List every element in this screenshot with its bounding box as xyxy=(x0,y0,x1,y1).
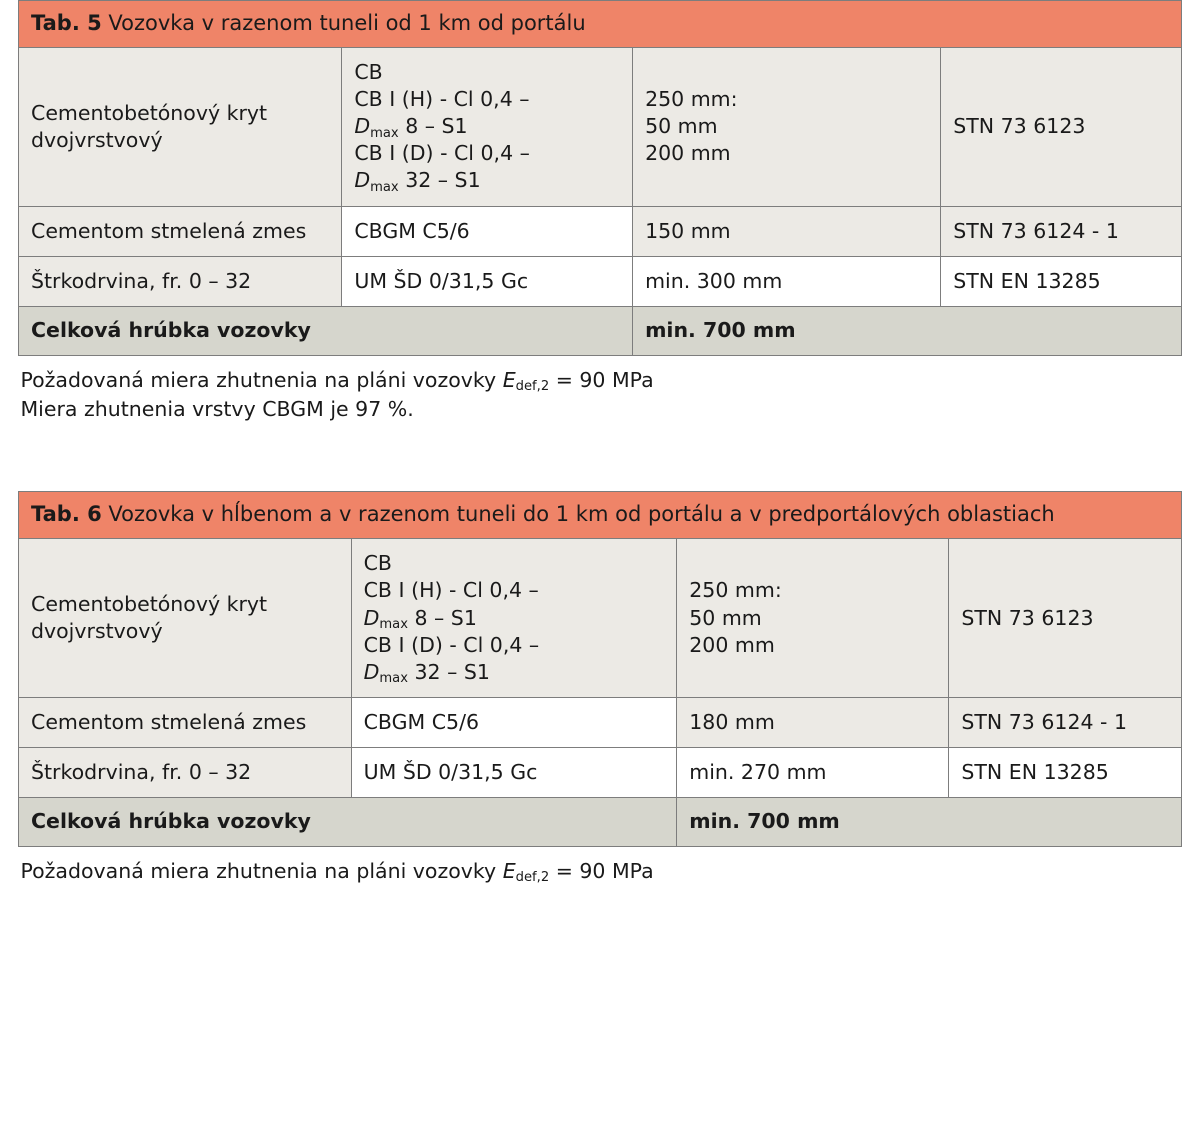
table-total-row xyxy=(19,797,1182,846)
material-subscript-max2: max xyxy=(379,671,408,687)
note-line xyxy=(21,857,1180,887)
layer-name-cell: Štrkodrvina, fr. 0 – 32 xyxy=(19,747,352,797)
thickness-cell: 250 mm: 50 mm 200 mm xyxy=(633,48,941,206)
note-text-post: = 90 MPa xyxy=(549,858,654,883)
material-cell: CBGM C5/6 xyxy=(351,697,677,747)
table-row xyxy=(19,747,1182,797)
material-cell: CBGM C5/6 xyxy=(342,206,633,256)
material-symbol-d1: D xyxy=(363,605,380,630)
layer-name-cell: Cementom stmelená zmes xyxy=(19,697,352,747)
table-row xyxy=(19,697,1182,747)
standard-cell: STN 73 6124 - 1 xyxy=(949,697,1182,747)
layer-name-cell: Cementobetónový kryt dvojvrstvový xyxy=(19,48,342,206)
table-caption xyxy=(19,1,1182,48)
thickness-cell: 150 mm xyxy=(633,206,941,256)
note-symbol: E xyxy=(502,367,516,392)
material-subscript-max2: max xyxy=(370,180,399,196)
material-line-2: CB I (H) - Cl 0,4 – xyxy=(363,578,539,603)
thickness-cell: 180 mm xyxy=(677,697,949,747)
material-cell: UM ŠD 0/31,5 Gc xyxy=(351,747,677,797)
standard-cell: STN 73 6123 xyxy=(941,48,1182,206)
layer-name-cell: Cementom stmelená zmes xyxy=(19,206,342,256)
total-value: min. 700 mm xyxy=(677,797,1182,846)
note-text-pre: Požadovaná miera zhutnenia na pláni vozovky xyxy=(20,367,503,392)
material-subscript-max1: max xyxy=(379,617,408,633)
material-line-1: CB xyxy=(363,551,392,576)
material-line-4: CB I (D) - Cl 0,4 – xyxy=(363,632,540,657)
table-row xyxy=(19,539,1182,697)
caption-label: Tab. 6 xyxy=(31,502,102,527)
thickness-cell: min. 270 mm xyxy=(677,747,949,797)
material-cell xyxy=(342,48,633,206)
table-spacer xyxy=(18,429,1182,491)
standard-cell: STN EN 13285 xyxy=(949,747,1182,797)
material-subscript-max1: max xyxy=(370,126,399,142)
material-cell xyxy=(351,539,677,697)
caption-text: Vozovka v razenom tuneli od 1 km od portálu xyxy=(101,11,586,35)
table-caption-row xyxy=(19,492,1182,539)
table-tab-6 xyxy=(18,491,1182,890)
material-line-5: 32 – S1 xyxy=(398,168,481,193)
note-line xyxy=(21,395,1180,425)
table-note-row xyxy=(19,846,1182,890)
material-line-1: CB xyxy=(354,60,383,85)
note-line xyxy=(21,366,1180,396)
material-symbol-d2: D xyxy=(354,168,371,193)
note-text-post: = 90 MPa xyxy=(549,367,654,392)
table-row xyxy=(19,256,1182,306)
note-text-pre: Požadovaná miera zhutnenia na pláni vozovky xyxy=(20,858,503,883)
table-notes xyxy=(19,355,1182,429)
thickness-cell: min. 300 mm xyxy=(633,256,941,306)
material-line-4: CB I (D) - Cl 0,4 – xyxy=(354,141,530,166)
note-symbol: E xyxy=(502,858,516,883)
total-value: min. 700 mm xyxy=(633,306,1182,355)
total-label: Celková hrúbka vozovky xyxy=(19,306,633,355)
table-note-row xyxy=(19,355,1182,429)
material-line-5: 32 – S1 xyxy=(407,659,490,684)
standard-cell: STN 73 6124 - 1 xyxy=(941,206,1182,256)
caption-text: Vozovka v hĺbenom a v razenom tuneli do 1 km od portálu a v predportálových oblastiach xyxy=(101,502,1055,527)
table-caption xyxy=(19,492,1182,539)
total-label: Celková hrúbka vozovky xyxy=(19,797,677,846)
table-row xyxy=(19,48,1182,206)
table-tab-5 xyxy=(18,0,1182,429)
material-symbol-d1: D xyxy=(354,114,371,139)
note-text-pre: Miera zhutnenia vrstvy CBGM je 97 %. xyxy=(20,397,414,422)
table-caption-row xyxy=(19,1,1182,48)
material-line-3: 8 – S1 xyxy=(398,114,468,139)
layer-name-cell: Štrkodrvina, fr. 0 – 32 xyxy=(19,256,342,306)
note-subscript: def,2 xyxy=(515,870,550,886)
standard-cell: STN 73 6123 xyxy=(949,539,1182,697)
table-row xyxy=(19,206,1182,256)
standard-cell: STN EN 13285 xyxy=(941,256,1182,306)
material-symbol-d2: D xyxy=(363,659,380,684)
table-notes xyxy=(19,846,1182,890)
material-cell: UM ŠD 0/31,5 Gc xyxy=(342,256,633,306)
material-line-3: 8 – S1 xyxy=(407,605,477,630)
layer-name-cell: Cementobetónový kryt dvojvrstvový xyxy=(19,539,352,697)
table-total-row xyxy=(19,306,1182,355)
caption-label: Tab. 5 xyxy=(31,11,102,35)
material-line-2: CB I (H) - Cl 0,4 – xyxy=(354,87,530,112)
note-subscript: def,2 xyxy=(515,379,550,395)
thickness-cell: 250 mm: 50 mm 200 mm xyxy=(677,539,949,697)
